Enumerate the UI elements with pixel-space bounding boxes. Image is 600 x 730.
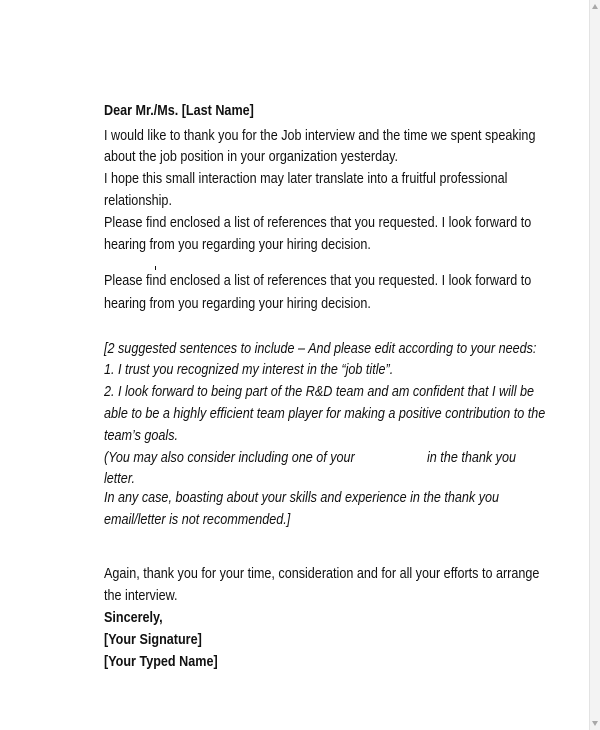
- chevron-up-icon[interactable]: [592, 4, 598, 9]
- body-line: I would like to thank you for the Job interview and the time we spent speaking: [104, 127, 536, 144]
- body-line: hearing from you regarding your hiring decision.: [104, 295, 371, 312]
- suggestion-line-part: (You may also consider including one of your: [104, 449, 355, 466]
- signature-placeholder: [Your Signature]: [104, 631, 202, 648]
- suggestion-line: email/letter is not recommended.]: [104, 511, 291, 528]
- signoff: Sincerely,: [104, 609, 163, 626]
- body-line: Please find enclosed a list of references that you requested. I look forward to: [104, 214, 532, 231]
- suggestion-line: letter.: [104, 470, 136, 487]
- vertical-scrollbar[interactable]: [589, 0, 600, 730]
- body-line: hearing from you regarding your hiring decision.: [104, 236, 371, 253]
- suggestion-line: 2. I look forward to being part of the R&D team and am confident that I will be: [104, 383, 535, 400]
- suggestion-line: team’s goals.: [104, 427, 179, 444]
- closing-line: the interview.: [104, 587, 178, 604]
- text-artifact-mark: [155, 266, 156, 270]
- body-line: about the job position in your organization yesterday.: [104, 148, 398, 165]
- suggestion-line: [2 suggested sentences to include – And please edit according to your needs:: [104, 340, 537, 357]
- salutation: Dear Mr./Ms. [Last Name]: [104, 102, 254, 119]
- suggestion-line: 1. I trust you recognized my interest in the “job title”.: [104, 361, 394, 378]
- scrollbar-track[interactable]: [591, 12, 599, 718]
- body-line: Please find enclosed a list of references that you requested. I look forward to: [104, 272, 532, 289]
- chevron-down-icon[interactable]: [592, 721, 598, 726]
- body-line: relationship.: [104, 192, 172, 209]
- suggestion-line-part: in the thank you: [427, 449, 516, 466]
- closing-line: Again, thank you for your time, consideration and for all your efforts to arrange: [104, 565, 540, 582]
- suggestion-line: able to be a highly efficient team player for making a positive contribution to the: [104, 405, 546, 422]
- suggestion-line: In any case, boasting about your skills and experience in the thank you: [104, 489, 500, 506]
- typed-name-placeholder: [Your Typed Name]: [104, 653, 218, 670]
- body-line: I hope this small interaction may later translate into a fruitful professional: [104, 170, 508, 187]
